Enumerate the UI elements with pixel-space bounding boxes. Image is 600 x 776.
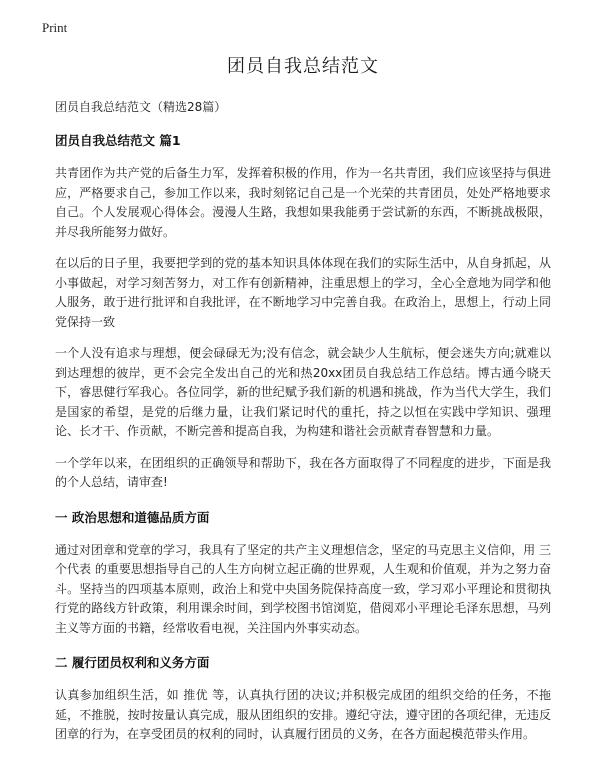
section-heading-2: 一 政治思想和道德品质方面 — [55, 509, 210, 525]
paragraph: 共青团作为共产党的后备生力军，发挥着积极的作用，作为一名共青团，我们应该坚持与俱进应，严格要求自己，参加工作以来，我时刻铭记自己是一个光荣的共青团员，处处严格地要求自己。个人发展观心得体会。漫漫人生路，我想如果我能勇于尝试新的东西，不断挑战极限，并尽我所能努力做好。 — [55, 166, 551, 239]
section-heading-3: 二 履行团员权利和义务方面 — [55, 655, 210, 670]
paragraph: 认真参加组织生活，如 推优 等，认真执行团的决议;并积极完成团的组织交给的任务，不拖延，不推脱，按时按量认真完成，服从团组织的安排。遵纪守法，遵守团的各项纪律，无违反团章的行为，在享受团员的权利的同时，认真履行团员的义务，在各方面起模范带头作用。 — [55, 688, 551, 741]
section-heading-1: 团员自我总结范文 篇1 — [55, 133, 181, 148]
paragraph: 在以后的日子里，我要把学到的党的基本知识具体体现在我们的实际生活中，从自身抓起，从小事做起，对学习刻苦努力，对工作有创新精神，注重思想上的学习，全心全意地为同学和他人服务，敢于进行批评和自我批评，在不断地学习中完善自我。在政治上，思想上，行动上同党保持一致 — [55, 256, 551, 329]
document-subtitle: 团员自我总结范文（精选28篇） — [55, 100, 227, 114]
paragraph: 一个学年以来，在团组织的正确领导和帮助下，我在各方面取得了不同程度的进步，下面是我的个人总结，请审查! — [55, 455, 551, 489]
page-title: 团员自我总结范文 — [227, 56, 379, 77]
print-label: Print — [42, 20, 68, 35]
paragraph: 一个人没有追求与理想，便会碌碌无为;没有信念，就会缺少人生航标，便会迷失方向;就难以到达理想的彼岸，更不会完全发出自己的光和热20xx团员自我总结工作总结。博古通今晓天下，睿思健行军我心。各位同学，新的世纪赋予我们新的机遇和挑战，作为当代大学生，我们是国家的希望，是党的后继力量，让我们紧记时代的重托，持之以恒在实践中学知识、强理论、长才干、作贡献，不断完善和提高自我，为构建和谐社会贡献青春智慧和力量。 — [55, 346, 551, 438]
paragraph: 通过对团章和党章的学习，我具有了坚定的共产主义理想信念，坚定的马克思主义信仰，用 三个代表 的重要思想指导自己的人生方向树立起正确的世界观，人生观和价值观，并为之努力奋斗。坚持当的四项基本原则，政治上和党中央国务院保持高度一致，学习邓小平理论和贯彻执行党的路线方针政策，利用课余时间，到学校图书馆浏览，借阅邓小平理论毛泽东思想，马列主义等方面的书籍，经常收看电视，关注国内外事实动态。 — [55, 542, 551, 635]
document-body — [55, 50, 551, 745]
